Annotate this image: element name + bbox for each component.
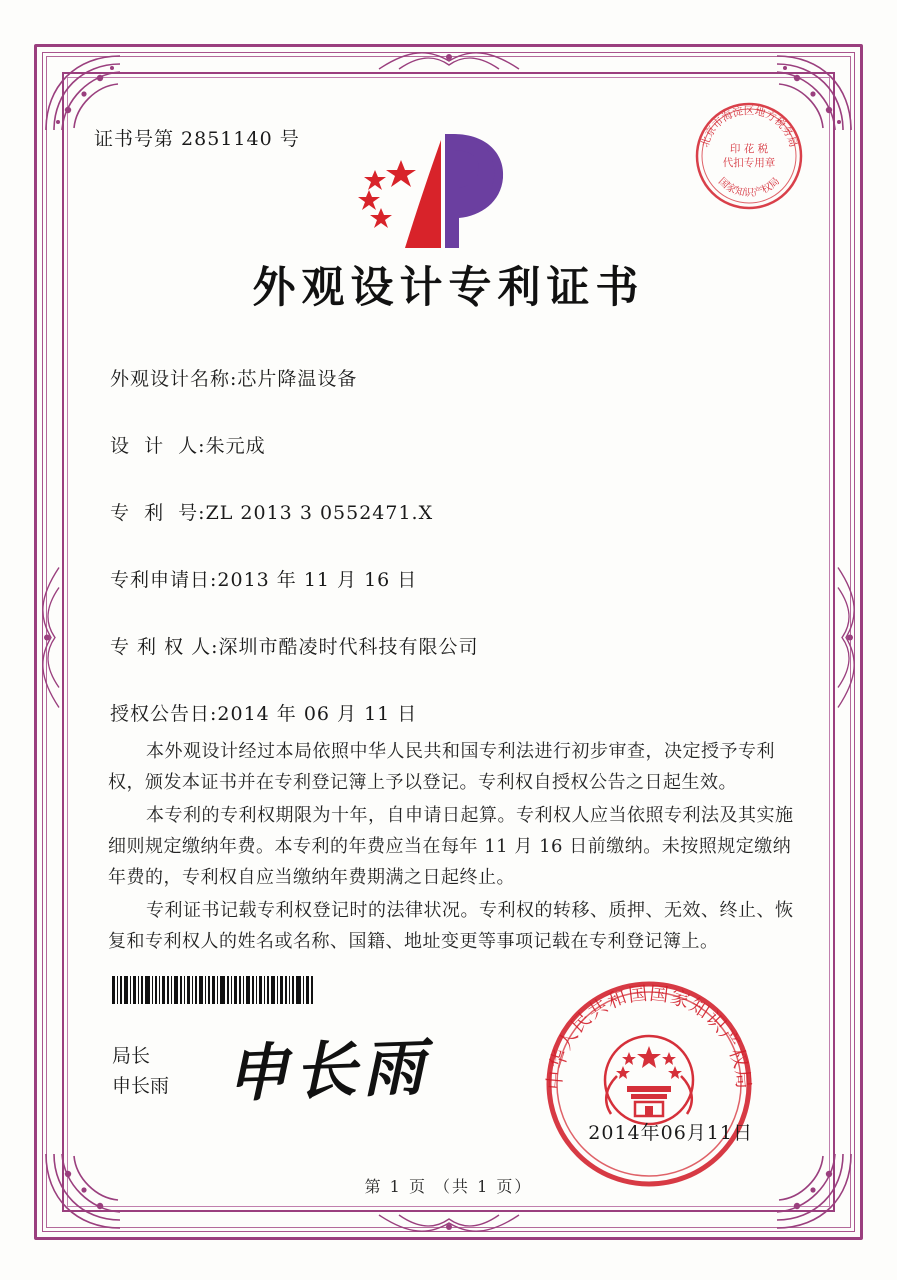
paragraph-1: 本外观设计经过本局依照中华人民共和国专利法进行初步审查，决定授予专利权，颁发本证书并在专利登记簿上予以登记。专利权自授权公告之日起生效。 xyxy=(108,741,775,793)
signature-block xyxy=(112,1041,169,1101)
svg-text:国家知识产权局: 国家知识产权局 xyxy=(716,175,782,199)
page-title: 外观设计专利证书 xyxy=(252,263,645,313)
signature-name: 申长雨 xyxy=(112,1075,170,1097)
field-grant-date xyxy=(110,699,811,726)
field-value: 芯片降温设备 xyxy=(237,368,358,390)
field-list xyxy=(110,364,811,766)
field-design-name xyxy=(110,364,811,391)
svg-text:中华人民共和国国家知识产权局: 中华人民共和国国家知识产权局 xyxy=(543,982,755,1091)
field-label: 专利申请日: xyxy=(110,569,218,591)
field-value: 深圳市酷凌时代科技有限公司 xyxy=(218,636,479,658)
field-patent-number xyxy=(110,498,811,525)
field-designer xyxy=(110,431,811,458)
sipo-logo-icon xyxy=(349,126,549,251)
field-value: 2014 年 06 月 11 日 xyxy=(217,703,418,725)
field-label: 专 利 号: xyxy=(110,502,206,524)
field-label: 外观设计名称: xyxy=(110,368,238,390)
page-footer: 第 1 页 （共 1 页） xyxy=(364,1177,533,1196)
handwritten-signature: 申长雨 xyxy=(224,1030,432,1111)
signature-role: 局长 xyxy=(112,1045,151,1067)
field-label: 设 计 人: xyxy=(110,435,206,457)
certificate-content xyxy=(86,96,811,1196)
national-seal-icon xyxy=(541,976,757,1192)
svg-text:印 花 税: 印 花 税 xyxy=(729,143,769,155)
legal-text xyxy=(108,736,801,959)
svg-text:北京市海淀区地方税务局: 北京市海淀区地方税务局 xyxy=(698,105,800,149)
field-value: 朱元成 xyxy=(205,435,266,457)
field-value: 2013 年 11 月 16 日 xyxy=(217,569,418,591)
certificate-number: 证书号第 2851140 号 xyxy=(94,128,300,150)
field-application-date xyxy=(110,565,811,592)
field-value: ZL 2013 3 0552471.X xyxy=(205,502,434,524)
field-patentee xyxy=(110,632,811,659)
paragraph-2: 本专利的专利权期限为十年，自申请日起算。专利权人应当依照专利法及其实施细则规定缴纳年费。本专利的年费应当在每年 11 月 16 日前缴纳。未按照规定缴纳年费的，专利权自应当缴纳年费期满之日起终止。 xyxy=(108,805,794,888)
barcode xyxy=(112,976,344,1004)
field-label: 专 利 权 人: xyxy=(110,636,219,658)
svg-text:代扣专用章: 代扣专用章 xyxy=(722,157,776,169)
seal-date: 2014年06月11日 xyxy=(588,1122,753,1144)
field-label: 授权公告日: xyxy=(110,703,218,725)
paragraph-3: 专利证书记载专利权登记时的法律状况。专利权的转移、质押、无效、终止、恢复和专利权人的姓名或名称、国籍、地址变更等事项记载在专利登记簿上。 xyxy=(108,900,794,952)
tax-stamp-icon xyxy=(691,98,807,214)
